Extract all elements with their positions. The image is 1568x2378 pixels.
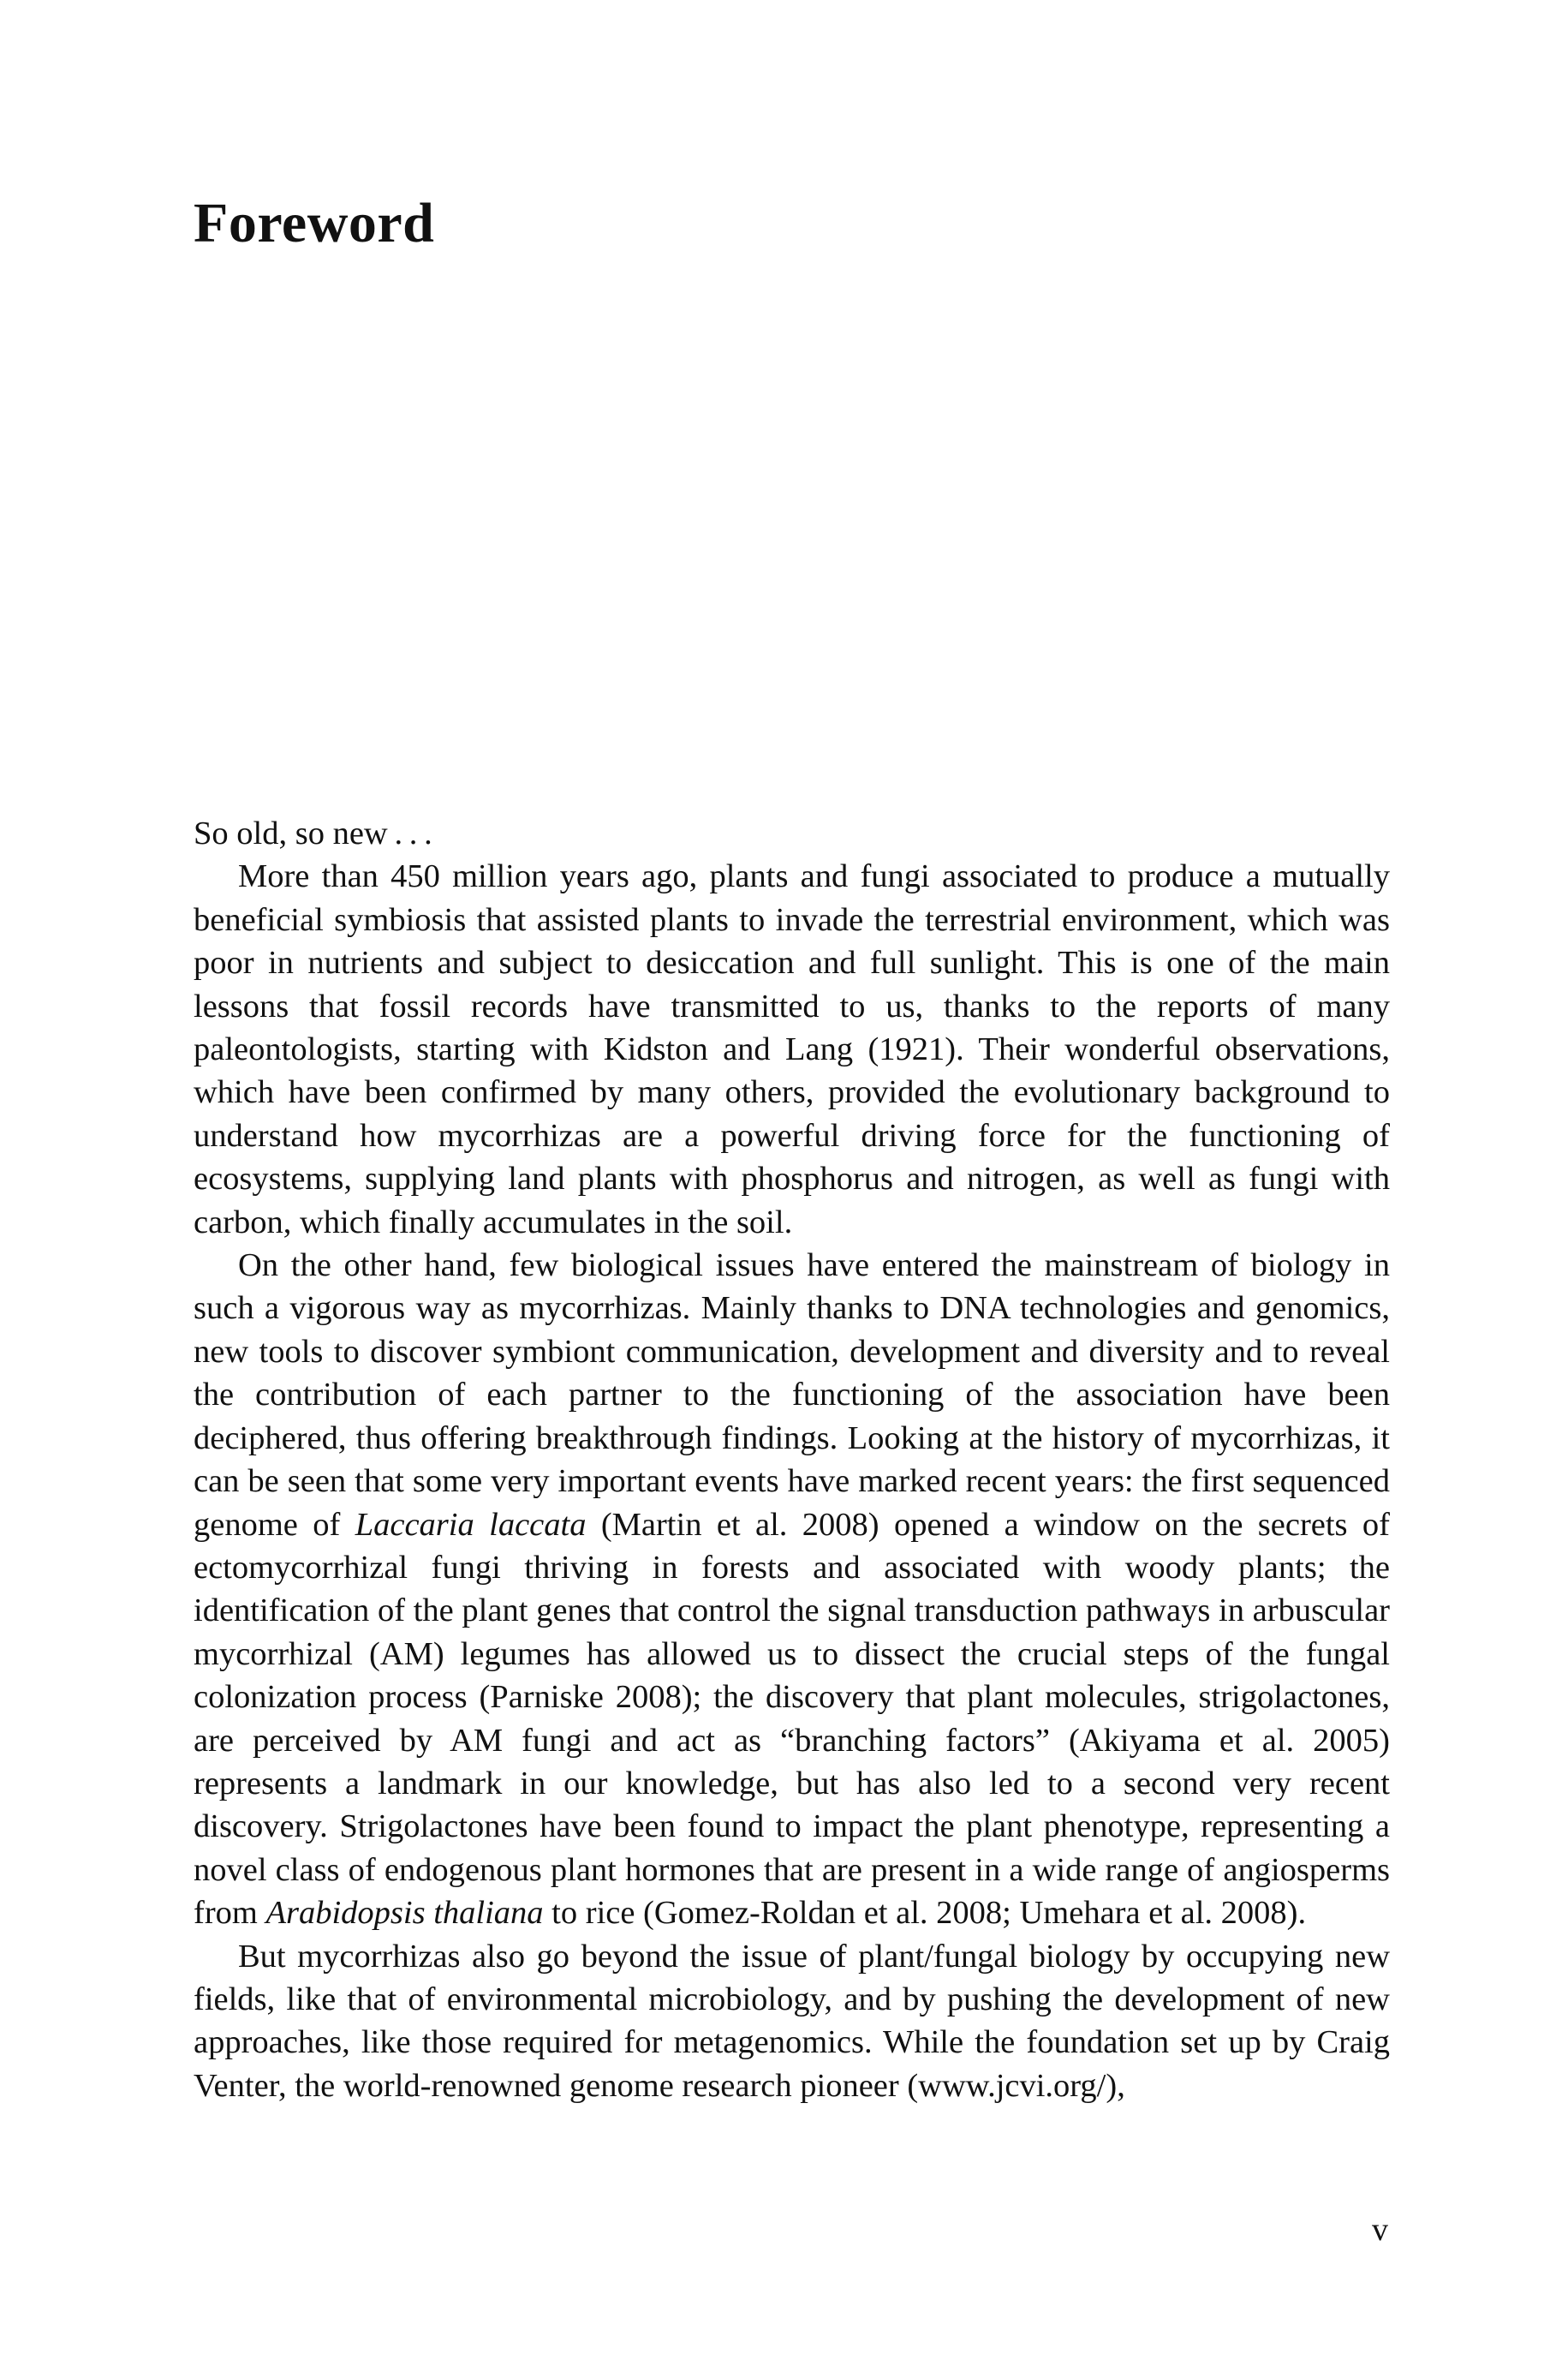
paragraph-2-text-1: On the other hand, few biological issues have entered the mainstream of biology in such a vigorous way as mycorrhizas. Mainly thanks to DNA technologies and genomics, new tools to discover symbiont communication, development and diversity and to reveal the contribution of each partner to the functioning of the association have been deciphered, thus offering breakthrough findings. Looking at the history of mycorrhizas, it can be seen that some very important events have marked recent years: the first sequenced genome of	[194, 1247, 1390, 1543]
paragraph-1: More than 450 million years ago, plants and fungi associated to produce a mutually beneficial symbiosis that assisted plants to invade the terrestrial environment, which was poor in nutrients and subject to desiccation and full sunlight. This is one of the main lessons that fossil records have transmitted to us, thanks to the reports of many paleontologists, starting with Kidston and Lang (1921). Their wonderful observations, which have been confirmed by many others, provided the evolutionary background to understand how mycorrhizas are a powerful driving force for the functioning of ecosystems, supplying land plants with phosphorus and nitrogen, as well as fungi with carbon, which finally accumulates in the soil.	[194, 858, 1390, 1240]
species-name-arabidopsis: Arabidopsis thaliana	[265, 1895, 544, 1932]
paragraph-2-text-3: to rice (Gomez-Roldan et al. 2008; Umehara et al. 2008).	[543, 1895, 1307, 1932]
paragraph-2	[194, 1244, 1390, 1935]
page-title: Foreword	[194, 192, 435, 254]
paragraph-3: But mycorrhizas also go beyond the issue of plant/fungal biology by occupying new fields, like that of environmental microbiology, and by pushing the development of new approaches, like those required for metagenomics. While the foundation set up by Craig Venter, the world-renowned genome research pioneer (www.jcvi.org/),	[194, 1938, 1390, 2104]
body-text	[194, 812, 1390, 2107]
species-name-laccaria: Laccaria laccata	[355, 1506, 587, 1543]
opening-line: So old, so new . . .	[194, 816, 432, 851]
page-number: v	[1372, 2212, 1388, 2248]
paragraph-2-text-2: (Martin et al. 2008) opened a window on the secrets of ectomycorrhizal fungi thriving in forests and associated with woody plants; the identification of the plant genes that control the signal transduction pathways in arbuscular mycorrhizal (AM) legumes has allowed us to dissect the crucial steps of the fungal colonization process (Parniske 2008); the discovery that plant molecules, strigolactones, are perceived by AM fungi and act as “branching factors” (Akiyama et al. 2005) represents a landmark in our knowledge, but has also led to a second very recent discovery. Strigolactones have been found to impact the plant phenotype, representing a novel class of endogenous plant hormones that are present in a wide range of angiosperms from	[194, 1506, 1390, 1932]
